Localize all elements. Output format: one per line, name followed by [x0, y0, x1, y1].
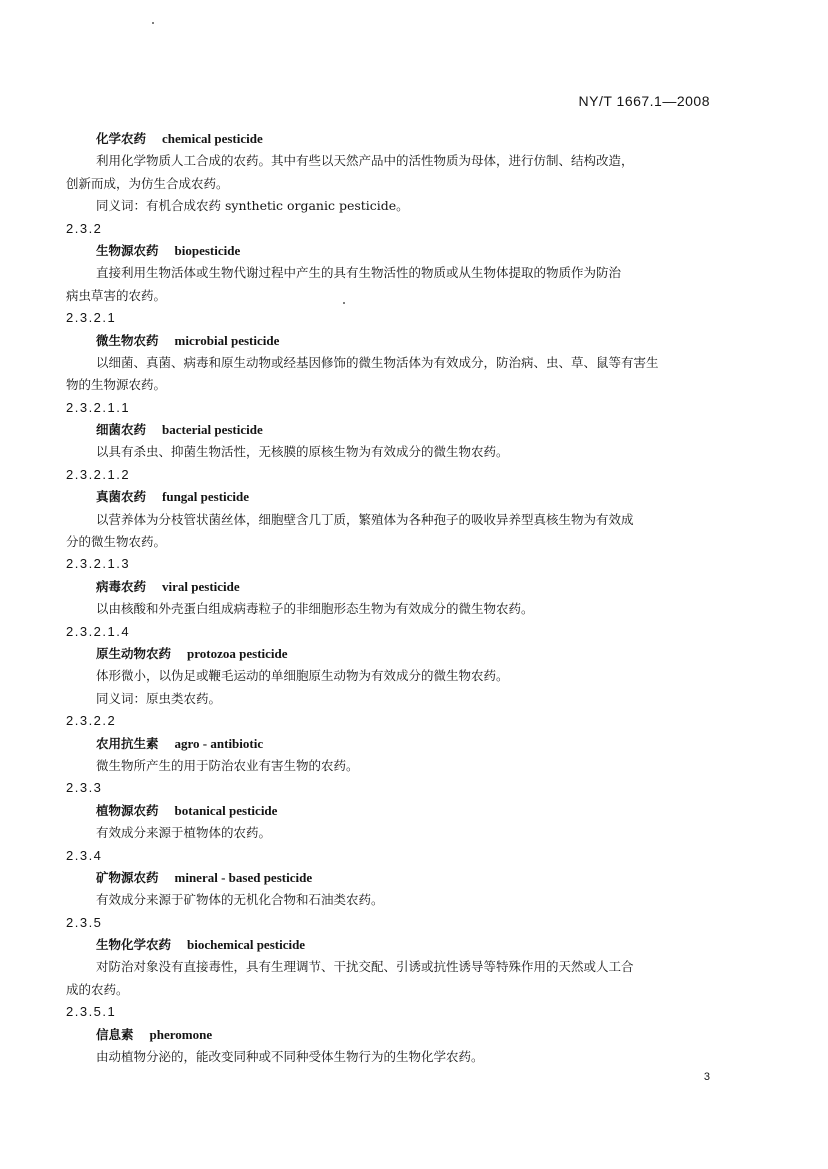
- term-definition-continuation: 物的生物源农药。: [66, 377, 167, 393]
- term-zh: 微生物农药: [96, 332, 159, 348]
- term-number: 2.3.5: [66, 914, 103, 930]
- term-number: 2.3.2.2: [66, 713, 117, 729]
- terms-section: [0, 128, 828, 1068]
- term-definition: 有效成分来源于植物体的农药。: [96, 825, 272, 841]
- term-en: fungal pesticide: [162, 489, 250, 505]
- term-en: viral pesticide: [162, 578, 240, 594]
- term-zh: 矿物源农药: [96, 869, 159, 885]
- term-zh: 原生动物农药: [96, 645, 172, 661]
- term-zh: 真菌农药: [96, 489, 147, 505]
- term-definition: 以由核酸和外壳蛋白组成病毒粒子的非细胞形态生物为有效成分的微生物农药。: [96, 601, 534, 617]
- term-definition: 由动植物分泌的，能改变同种或不同种受体生物行为的生物化学农药。: [96, 1049, 484, 1065]
- term-heading: [0, 643, 828, 665]
- term-synonym: 同义词：有机合成农药 synthetic organic pesticide。: [96, 198, 409, 214]
- term-heading: [0, 934, 828, 956]
- term-synonym: 同义词：原虫类农药。: [96, 690, 222, 706]
- term-definition: 有效成分来源于矿物体的无机化合物和石油类农药。: [96, 892, 384, 908]
- term-zh: 病毒农药: [96, 578, 147, 594]
- term-zh: 信息素: [96, 1026, 134, 1042]
- term-number: 2.3.2.1.2: [66, 466, 131, 482]
- term-heading: [0, 733, 828, 755]
- term-zh: 细菌农药: [96, 422, 147, 438]
- term-number: 2.3.2.1: [66, 310, 117, 326]
- term-definition: 利用化学物质人工合成的农药。其中有些以天然产品中的活性物质为母体，进行仿制、结构改造，: [96, 153, 634, 169]
- term-definition-continuation: 病虫草害的农药。: [66, 287, 167, 303]
- term-heading: [0, 240, 828, 262]
- term-heading: [0, 486, 828, 508]
- standard-code: NY/T 1667.1—2008: [578, 93, 710, 109]
- term-definition: 微生物所产生的用于防治农业有害生物的农药。: [96, 757, 359, 773]
- term-definition-continuation: 成的农药。: [66, 981, 129, 997]
- term-definition: 以具有杀虫、抑菌生物活性，无核膜的原核生物为有效成分的微生物农药。: [96, 444, 509, 460]
- scan-speck: [152, 22, 154, 24]
- term-en: biochemical pesticide: [187, 937, 306, 953]
- term-number: 2.3.2.1.3: [66, 556, 131, 572]
- term-definition: 直接利用生物活体或生物代谢过程中产生的具有生物活性的物质或从生物体提取的物质作为防治: [96, 265, 622, 281]
- term-heading: [0, 128, 828, 150]
- term-zh: 农用抗生素: [96, 735, 159, 751]
- term-en: botanical pesticide: [174, 802, 278, 818]
- term-number: 2.3.5.1: [66, 1004, 117, 1020]
- term-number: 2.3.2.1.1: [66, 399, 131, 415]
- term-definition-continuation: 创新而成，为仿生合成农药。: [66, 175, 229, 191]
- term-en: bacterial pesticide: [162, 422, 263, 438]
- term-definition: 体形微小，以伪足或鞭毛运动的单细胞原生动物为有效成分的微生物农药。: [96, 668, 509, 684]
- term-heading: [0, 576, 828, 598]
- term-en: chemical pesticide: [162, 131, 263, 146]
- term-zh: 化学农药: [96, 131, 147, 146]
- term-number: 2.3.4: [66, 847, 103, 863]
- term-definition: 对防治对象没有直接毒性，具有生理调节、干扰交配、引诱或抗性诱导等特殊作用的天然或人工合: [96, 959, 634, 975]
- term-number: 2.3.2.1.4: [66, 623, 131, 639]
- page-number: 3: [703, 1071, 710, 1083]
- term-en: protozoa pesticide: [187, 645, 288, 661]
- term-heading: [0, 867, 828, 889]
- term-en: microbial pesticide: [174, 332, 280, 348]
- term-definition: 以细菌、真菌、病毒和原生动物或经基因修饰的微生物活体为有效成分，防治病、虫、草、鼠等有害生: [96, 354, 659, 370]
- term-heading: [0, 419, 828, 441]
- term-number: 2.3.2: [66, 220, 103, 236]
- term-zh: 生物化学农药: [96, 937, 172, 953]
- term-definition-continuation: 分的微生物农药。: [66, 534, 167, 550]
- term-zh: 植物源农药: [96, 802, 159, 818]
- term-en: biopesticide: [174, 242, 241, 258]
- term-heading: [0, 330, 828, 352]
- term-heading: [0, 800, 828, 822]
- term-en: agro - antibiotic: [174, 735, 264, 751]
- term-definition: 以营养体为分枝管状菌丝体，细胞壁含几丁质，繁殖体为各种孢子的吸收异养型真核生物为有效成: [96, 511, 634, 527]
- term-heading: [0, 1024, 828, 1046]
- term-zh: 生物源农药: [96, 242, 159, 258]
- term-number: 2.3.3: [66, 780, 103, 796]
- term-en: mineral - based pesticide: [174, 869, 313, 885]
- term-en: pheromone: [149, 1026, 213, 1042]
